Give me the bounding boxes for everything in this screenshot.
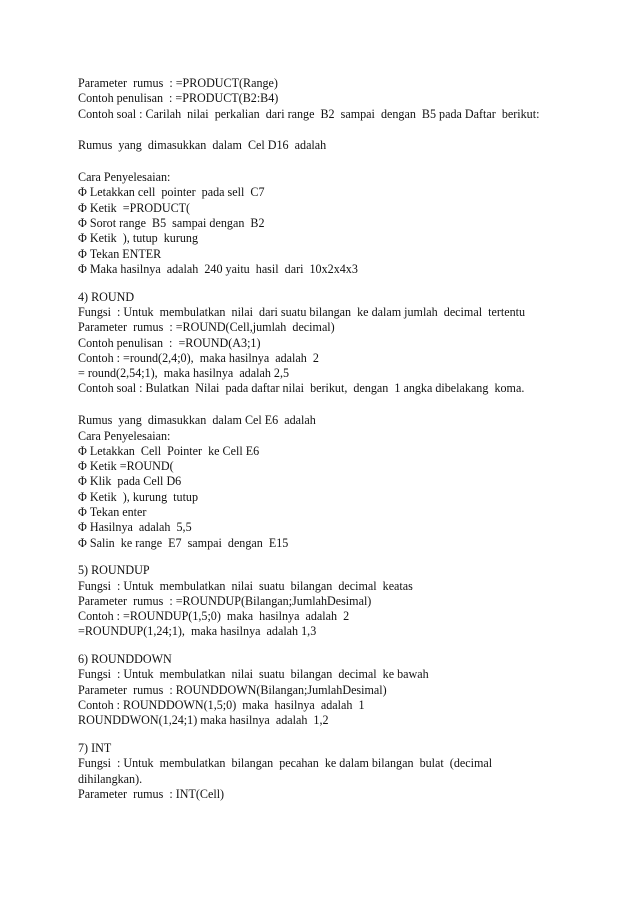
step-item: Φ Ketik =PRODUCT( — [78, 200, 191, 215]
step-item: Φ Letakkan Cell Pointer ke Cell E6 — [78, 443, 260, 458]
section-heading: 4) ROUND — [78, 289, 135, 304]
step-item: Φ Letakkan cell pointer pada sell C7 — [78, 185, 265, 200]
step-item: Φ Tekan ENTER — [78, 246, 162, 261]
step-item: Φ Maka hasilnya adalah 240 yaitu hasil dari 10x2x4x3 — [78, 261, 358, 276]
text-line: Contoh penulisan : =ROUND(A3;1) — [78, 335, 261, 350]
text-line: Fungsi : Untuk membulatkan nilai suatu bilangan decimal ke bawah — [78, 667, 429, 682]
text-line: Rumus yang dimasukkan dalam Cel E6 adalah — [78, 413, 316, 428]
text-line: Rumus yang dimasukkan dalam Cel D16 adalah — [78, 138, 327, 153]
text-line: Parameter rumus : =PRODUCT(Range) — [78, 76, 278, 90]
text-line: Contoh : ROUNDDOWN(1,5;0) maka hasilnya adalah 1 — [78, 698, 365, 713]
step-item: Φ Klik pada Cell D6 — [78, 474, 182, 489]
step-item: Φ Salin ke range E7 sampai dengan E15 — [78, 535, 289, 550]
text-line: Contoh soal : Bulatkan Nilai pada daftar nilai berikut, dengan 1 angka dibelakang koma. — [78, 381, 525, 396]
section-rounddown — [78, 652, 598, 728]
text-line: Contoh penulisan : =PRODUCT(B2:B4) — [78, 91, 279, 106]
step-item: Φ Ketik ), tutup kurung — [78, 231, 199, 246]
text-line: Fungsi : Untuk membulatkan bilangan pecahan ke dalam bilangan bulat (decimal — [78, 756, 493, 771]
text-line: ROUNDDWON(1,24;1) maka hasilnya adalah 1,2 — [78, 713, 329, 728]
section-heading: 5) ROUNDUP — [78, 563, 150, 578]
text-line: Contoh soal : Carilah nilai perkalian dari range B2 sampai dengan B5 pada Daftar berikut: — [78, 106, 540, 121]
document-body — [78, 76, 598, 802]
section-int — [78, 741, 598, 802]
step-item: Φ Ketik ), kurung tutup — [78, 489, 199, 504]
text-line: Parameter rumus : INT(Cell) — [78, 786, 225, 801]
step-item: Φ Ketik =ROUND( — [78, 459, 174, 474]
section-roundup — [78, 563, 598, 639]
text-line: Fungsi : Untuk membulatkan nilai dari suatu bilangan ke dalam jumlah decimal tertentu — [78, 304, 526, 319]
text-line: Cara Penyelesaian: — [78, 428, 171, 443]
text-line: = round(2,54;1), maka hasilnya adalah 2,5 — [78, 366, 290, 381]
text-line: Contoh : =round(2,4;0), maka hasilnya adalah 2 — [78, 350, 319, 365]
section-product — [78, 76, 598, 277]
section-round — [78, 290, 598, 551]
text-line: Parameter rumus : ROUNDDOWN(Bilangan;JumlahDesimal) — [78, 682, 387, 697]
step-item: Φ Hasilnya adalah 5,5 — [78, 520, 192, 535]
text-line: Fungsi : Untuk membulatkan nilai suatu bilangan decimal keatas — [78, 578, 413, 593]
text-line: dihilangkan). — [78, 771, 143, 786]
text-line: Cara Penyelesaian: — [78, 170, 171, 185]
text-line: Contoh : =ROUNDUP(1,5;0) maka hasilnya adalah 2 — [78, 609, 350, 624]
text-line: =ROUNDUP(1,24;1), maka hasilnya adalah 1,3 — [78, 624, 317, 639]
step-item: Φ Tekan enter — [78, 505, 147, 520]
text-line: Parameter rumus : =ROUNDUP(Bilangan;JumlahDesimal) — [78, 593, 372, 608]
section-heading: 7) INT — [78, 741, 112, 756]
section-heading: 6) ROUNDDOWN — [78, 652, 172, 667]
step-item: Φ Sorot range B5 sampai dengan B2 — [78, 216, 265, 231]
text-line: Parameter rumus : =ROUND(Cell,jumlah decimal) — [78, 320, 335, 335]
